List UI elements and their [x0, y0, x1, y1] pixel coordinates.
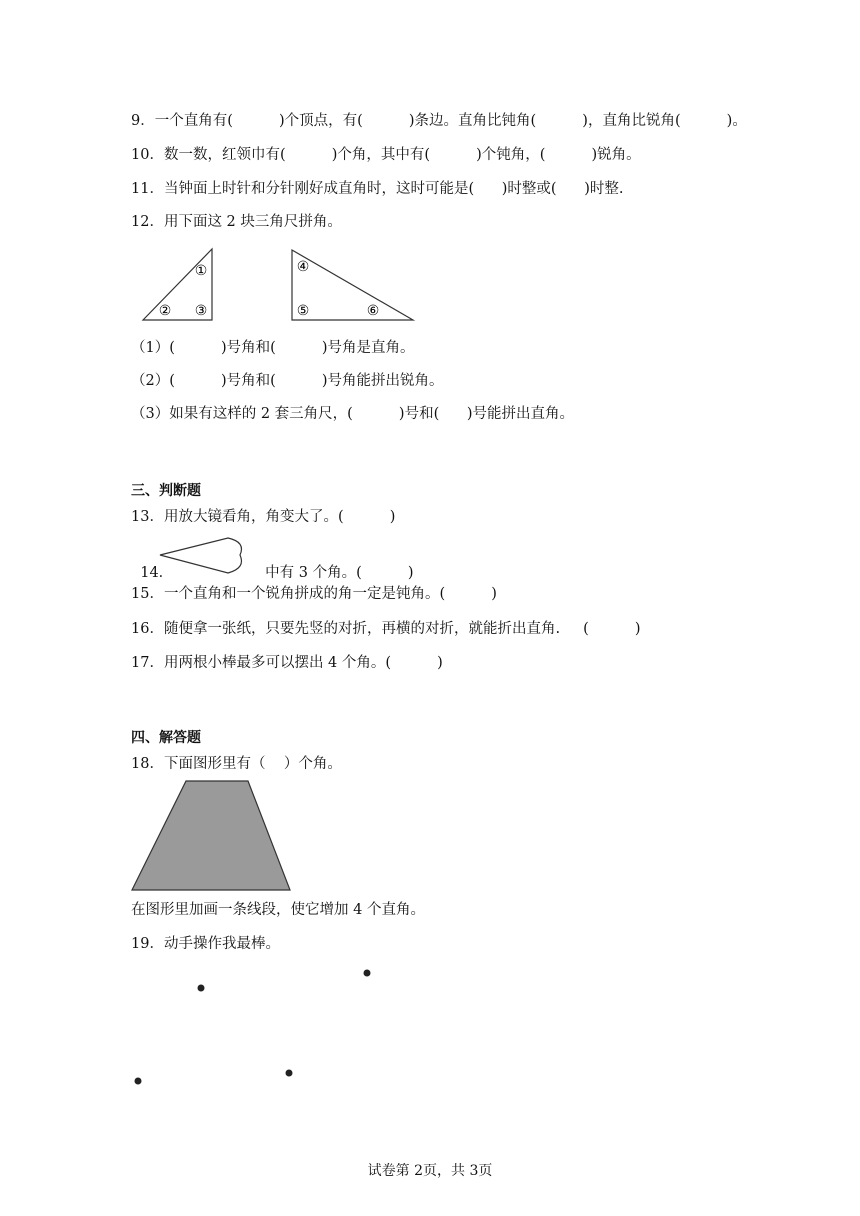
- angle-label-1: ①: [194, 263, 208, 279]
- section-judge-heading: 三、判断题: [131, 483, 201, 499]
- question-11: 11．当钟面上时针和分针刚好成直角时，这时可能是( )时整或( )时整.: [131, 181, 624, 197]
- question-10: 10．数一数，红领巾有( )个角，其中有( )个钝角，( )锐角。: [131, 147, 641, 163]
- question-18-note: 在图形里加画一条线段，使它增加 4 个直角。: [131, 902, 425, 918]
- triangle-ruler-right: [292, 250, 413, 320]
- angle-label-6: ⑥: [366, 303, 380, 319]
- question-12: 12．用下面这 2 块三角尺拼角。: [131, 214, 342, 230]
- angle-label-5: ⑤: [296, 303, 310, 319]
- dot-4: [286, 1070, 293, 1077]
- question-14-suffix: 中有 3 个角。( ): [265, 565, 414, 581]
- question-12-part-3: （3）如果有这样的 2 套三角尺，( )号和( )号能拼出直角。: [131, 406, 575, 422]
- dot-3: [135, 1078, 142, 1085]
- question-12-part-2: （2）( )号角和( )号角能拼出锐角。: [131, 373, 444, 389]
- teardrop-shape: [158, 536, 248, 576]
- question-9: 9．一个直角有( )个顶点，有( )条边。直角比钝角( )，直角比锐角( )。: [131, 113, 747, 129]
- question-19: 19．动手操作我最棒。: [131, 936, 280, 952]
- section-answer-heading: 四、解答题: [131, 730, 201, 746]
- page-footer: 试卷第 2页，共 3页: [367, 1163, 493, 1179]
- question-15: 15．一个直角和一个锐角拼成的角一定是钝角。( ): [131, 586, 497, 602]
- question-18: 18．下面图形里有（ ）个角。: [131, 756, 342, 772]
- question-13: 13．用放大镜看角，角变大了。( ): [131, 509, 396, 525]
- dot-1: [198, 985, 205, 992]
- angle-label-2: ②: [158, 303, 172, 319]
- angle-label-4: ④: [296, 259, 310, 275]
- trapezoid-figure: [130, 779, 292, 892]
- dot-2: [364, 970, 371, 977]
- triangle-rulers-figure: [140, 245, 420, 325]
- angle-label-3: ③: [194, 303, 208, 319]
- question-14-prefix: 14．: [140, 565, 174, 581]
- question-16: 16．随便拿一张纸，只要先竖的对折，再横的对折，就能折出直角. ( ): [131, 621, 641, 637]
- question-17: 17．用两根小棒最多可以摆出 4 个角。( ): [131, 655, 443, 671]
- question-12-part-1: （1）( )号角和( )号角是直角。: [131, 340, 415, 356]
